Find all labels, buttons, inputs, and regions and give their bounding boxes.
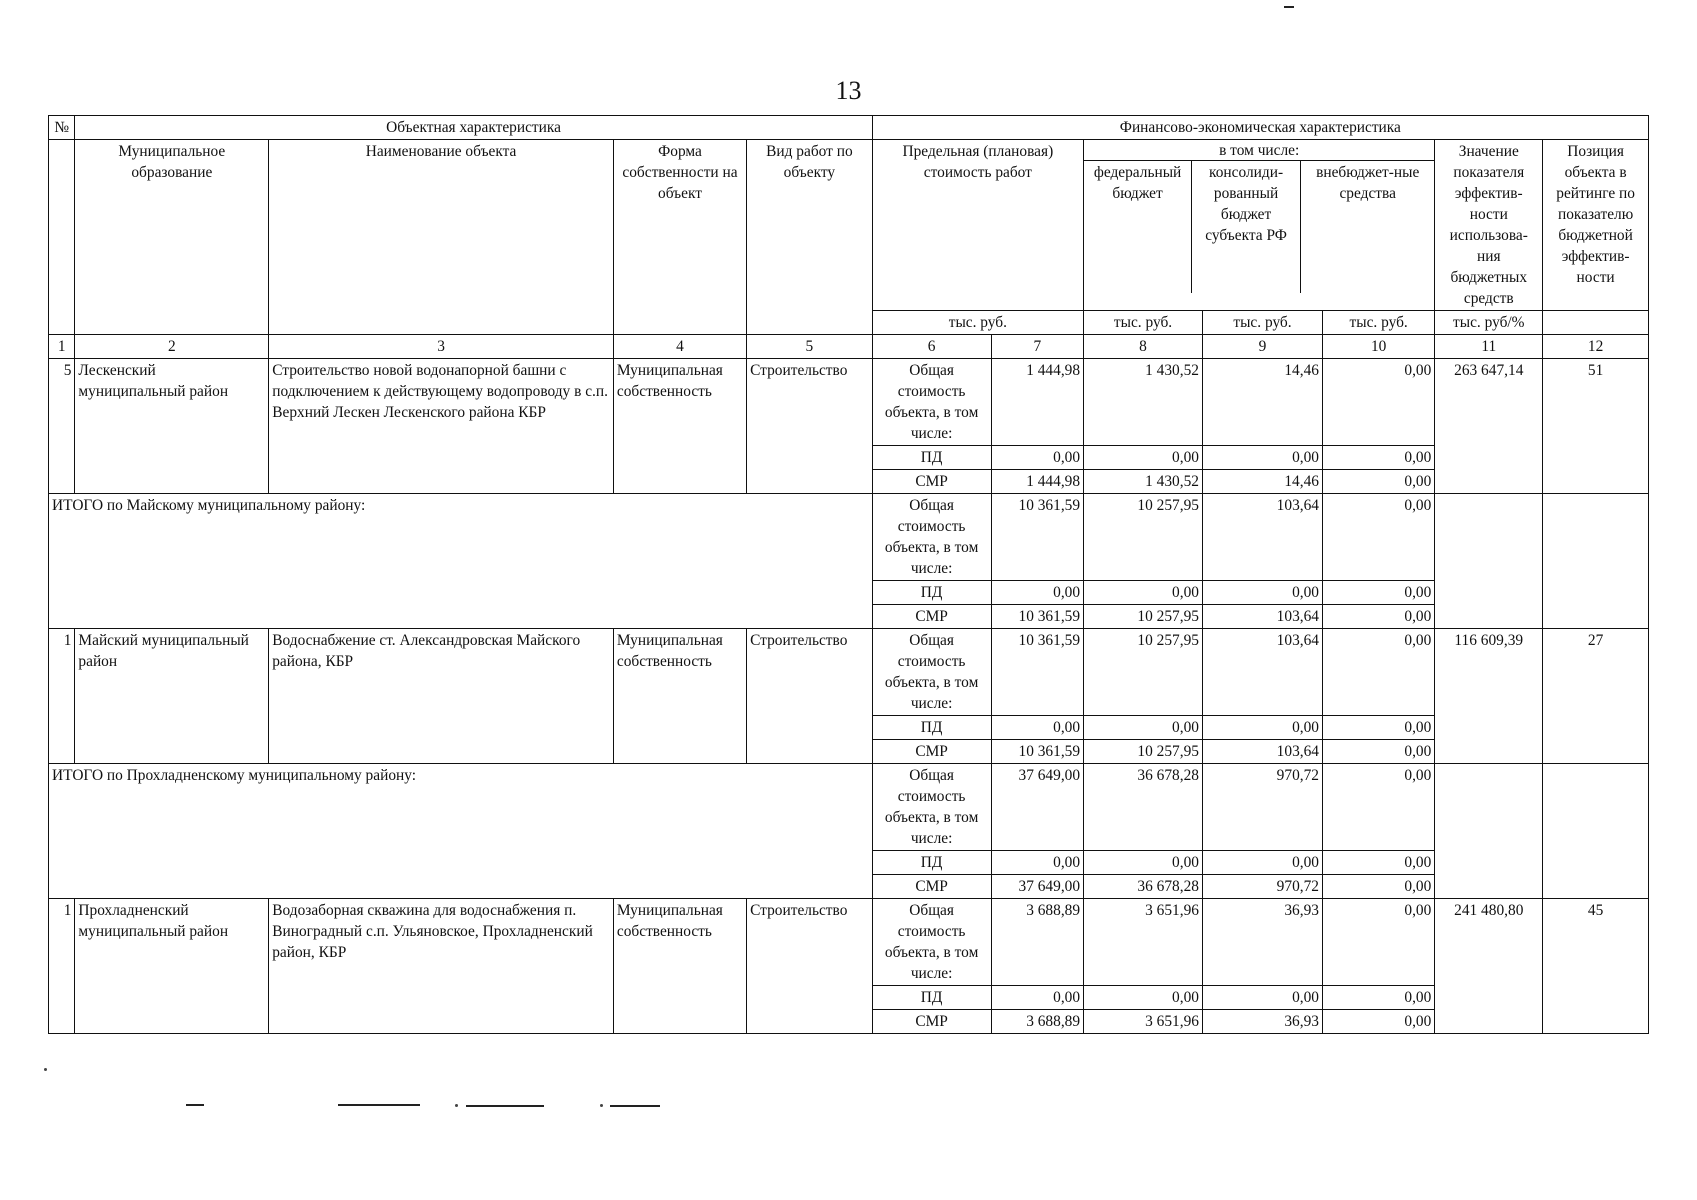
smr-federal: 3 651,96: [1084, 1010, 1203, 1034]
municipal-name: Прохладненский муниципальный район: [75, 899, 269, 1034]
municipal-name: Лескенский муниципальный район: [75, 359, 269, 494]
smr-cost: 10 361,59: [991, 605, 1083, 629]
total-label: ИТОГО по Прохладненскому муниципальному району:: [49, 764, 873, 899]
pd-consolidated: 0,00: [1202, 446, 1322, 470]
pd-consolidated: 0,00: [1202, 851, 1322, 875]
header-federal: федеральный бюджет: [1084, 161, 1192, 293]
row-number: 5: [49, 359, 75, 494]
indicator-value: 263 647,14: [1435, 359, 1543, 494]
smr-cost: 3 688,89: [991, 1010, 1083, 1034]
total-consolidated: 970,72: [1202, 764, 1322, 851]
smr-label: СМР: [872, 875, 991, 899]
header-object-char: Объектная характеристика: [75, 116, 872, 140]
header-extrabudget: внебюджет-ные средства: [1316, 164, 1420, 202]
column-number: 3: [269, 335, 614, 359]
pd-cost: 0,00: [991, 851, 1083, 875]
header-incl-cell: [1084, 140, 1435, 311]
header-incl: в том числе:: [1084, 140, 1434, 161]
object-name: Водозаборная скважина для водоснабжения п. Виноградный с.п. Ульяновское, Прохладненский район, КБР: [269, 899, 614, 1034]
pd-label: ПД: [872, 851, 991, 875]
total-federal: 10 257,95: [1084, 629, 1203, 716]
ownership: Муниципальная собственность: [613, 899, 746, 1034]
total-cost: 1 444,98: [991, 359, 1083, 446]
total-row: [49, 494, 1649, 581]
pd-label: ПД: [872, 581, 991, 605]
total-cost: 3 688,89: [991, 899, 1083, 986]
mark-dot: [455, 1104, 458, 1107]
header-object-name: Наименование объекта: [269, 140, 614, 335]
total-cost: 10 361,59: [991, 494, 1083, 581]
pd-cost: 0,00: [991, 581, 1083, 605]
column-number: 8: [1084, 335, 1203, 359]
pd-cost: 0,00: [991, 986, 1083, 1010]
total-cost-label: Общая стоимость объекта, в том числе:: [872, 359, 991, 446]
total-cost-label: Общая стоимость объекта, в том числе:: [872, 764, 991, 851]
header-ownership: Форма собственности на объект: [613, 140, 746, 335]
mark-dash: [466, 1105, 544, 1107]
column-number: 1: [49, 335, 75, 359]
total-federal: 1 430,52: [1084, 359, 1203, 446]
column-number-row: [49, 335, 1649, 359]
smr-label: СМР: [872, 740, 991, 764]
pd-label: ПД: [872, 986, 991, 1010]
pd-extrabudget: 0,00: [1323, 446, 1435, 470]
column-number: 12: [1543, 335, 1649, 359]
pd-federal: 0,00: [1084, 851, 1203, 875]
work-type: Строительство: [747, 359, 873, 494]
mark-dash: [338, 1104, 420, 1106]
total-cost-label: Общая стоимость объекта, в том числе:: [872, 629, 991, 716]
unit-consolidated: тыс. руб.: [1202, 311, 1322, 335]
pd-federal: 0,00: [1084, 986, 1203, 1010]
work-type: Строительство: [747, 629, 873, 764]
smr-extrabudget: 0,00: [1323, 1010, 1435, 1034]
rating-position: 27: [1543, 629, 1649, 764]
total-federal: 36 678,28: [1084, 764, 1203, 851]
mark-dot: [44, 1068, 47, 1071]
smr-consolidated: 14,46: [1202, 470, 1322, 494]
column-number: 11: [1435, 335, 1543, 359]
object-name: Водоснабжение ст. Александровская Майского района, КБР: [269, 629, 614, 764]
total-federal: 3 651,96: [1084, 899, 1203, 986]
smr-consolidated: 103,64: [1202, 740, 1322, 764]
smr-consolidated: 970,72: [1202, 875, 1322, 899]
total-cost-label: Общая стоимость объекта, в том числе:: [872, 899, 991, 986]
total-consolidated: 14,46: [1202, 359, 1322, 446]
pd-consolidated: 0,00: [1202, 986, 1322, 1010]
header-consolidated: консолиди-рованный бюджет субъекта РФ: [1192, 161, 1301, 293]
total-extrabudget: 0,00: [1323, 494, 1435, 581]
column-number: 4: [613, 335, 746, 359]
header-row-top: [49, 116, 1649, 140]
column-number: 2: [75, 335, 269, 359]
smr-label: СМР: [872, 605, 991, 629]
total-federal: 10 257,95: [1084, 494, 1203, 581]
total-extrabudget: 0,00: [1323, 899, 1435, 986]
pd-label: ПД: [872, 716, 991, 740]
row-number: 1: [49, 899, 75, 1034]
pd-label: ПД: [872, 446, 991, 470]
object-name: Строительство новой водонапорной башни с подключением к действующему водопроводу в с.п. Верхний Лескен Лескенского района КБР: [269, 359, 614, 494]
unit-extrabudget: тыс. руб.: [1323, 311, 1435, 335]
page-number: 13: [835, 76, 862, 105]
header-no: №: [49, 116, 75, 140]
mark-dash: [610, 1105, 660, 1107]
total-cost: 10 361,59: [991, 629, 1083, 716]
total-consolidated: 103,64: [1202, 494, 1322, 581]
smr-consolidated: 36,93: [1202, 1010, 1322, 1034]
object-row: [49, 359, 1649, 446]
column-number: 5: [747, 335, 873, 359]
pd-extrabudget: 0,00: [1323, 986, 1435, 1010]
header-work-type: Вид работ по объекту: [747, 140, 873, 335]
pd-consolidated: 0,00: [1202, 581, 1322, 605]
row-number: 1: [49, 629, 75, 764]
object-row: [49, 629, 1649, 716]
rating-position: 51: [1543, 359, 1649, 494]
header-indicator: Значение показателя эффектив-ности использова-ния бюджетных средств: [1435, 140, 1543, 311]
pd-federal: 0,00: [1084, 581, 1203, 605]
smr-cost: 1 444,98: [991, 470, 1083, 494]
total-label: ИТОГО по Майскому муниципальному району:: [49, 494, 873, 629]
smr-label: СМР: [872, 470, 991, 494]
smr-extrabudget: 0,00: [1323, 470, 1435, 494]
header-max-cost: Предельная (плановая) стоимость работ: [872, 140, 1083, 311]
object-row: [49, 899, 1649, 986]
pd-extrabudget: 0,00: [1323, 851, 1435, 875]
smr-extrabudget: 0,00: [1323, 875, 1435, 899]
total-cost: 37 649,00: [991, 764, 1083, 851]
total-consolidated: 103,64: [1202, 629, 1322, 716]
column-number: 6: [872, 335, 991, 359]
pd-extrabudget: 0,00: [1323, 716, 1435, 740]
column-number: 7: [991, 335, 1083, 359]
smr-consolidated: 103,64: [1202, 605, 1322, 629]
mark-dot: [600, 1104, 603, 1107]
indicator-value: 241 480,80: [1435, 899, 1543, 1034]
unit-indicator: тыс. руб/%: [1435, 311, 1543, 335]
smr-extrabudget: 0,00: [1323, 740, 1435, 764]
smr-extrabudget: 0,00: [1323, 605, 1435, 629]
pd-federal: 0,00: [1084, 716, 1203, 740]
total-extrabudget: 0,00: [1323, 359, 1435, 446]
header-fin-char: Финансово-экономическая характеристика: [872, 116, 1648, 140]
work-type: Строительство: [747, 899, 873, 1034]
unit-federal: тыс. руб.: [1084, 311, 1203, 335]
municipal-name: Майский муниципальный район: [75, 629, 269, 764]
ownership: Муниципальная собственность: [613, 629, 746, 764]
header-municipal: Муниципальное образование: [75, 140, 269, 335]
smr-federal: 36 678,28: [1084, 875, 1203, 899]
total-extrabudget: 0,00: [1323, 764, 1435, 851]
column-number: 9: [1202, 335, 1322, 359]
smr-cost: 10 361,59: [991, 740, 1083, 764]
column-number: 10: [1323, 335, 1435, 359]
pd-extrabudget: 0,00: [1323, 581, 1435, 605]
mark-dash: [1284, 6, 1294, 8]
smr-label: СМР: [872, 1010, 991, 1034]
indicator-value: 116 609,39: [1435, 629, 1543, 764]
rating-position: 45: [1543, 899, 1649, 1034]
pd-cost: 0,00: [991, 446, 1083, 470]
total-cost-label: Общая стоимость объекта, в том числе:: [872, 494, 991, 581]
smr-cost: 37 649,00: [991, 875, 1083, 899]
mark-dash: [186, 1104, 204, 1106]
total-consolidated: 36,93: [1202, 899, 1322, 986]
ownership: Муниципальная собственность: [613, 359, 746, 494]
smr-federal: 1 430,52: [1084, 470, 1203, 494]
total-row: [49, 764, 1649, 851]
pd-consolidated: 0,00: [1202, 716, 1322, 740]
smr-federal: 10 257,95: [1084, 740, 1203, 764]
budget-table: [48, 115, 1649, 1034]
pd-federal: 0,00: [1084, 446, 1203, 470]
total-extrabudget: 0,00: [1323, 629, 1435, 716]
pd-cost: 0,00: [991, 716, 1083, 740]
header-row-middle: [49, 140, 1649, 311]
unit-cost: тыс. руб.: [872, 311, 1083, 335]
header-position: Позиция объекта в рейтинге по показателю бюджетной эффектив-ности: [1543, 140, 1649, 311]
smr-federal: 10 257,95: [1084, 605, 1203, 629]
